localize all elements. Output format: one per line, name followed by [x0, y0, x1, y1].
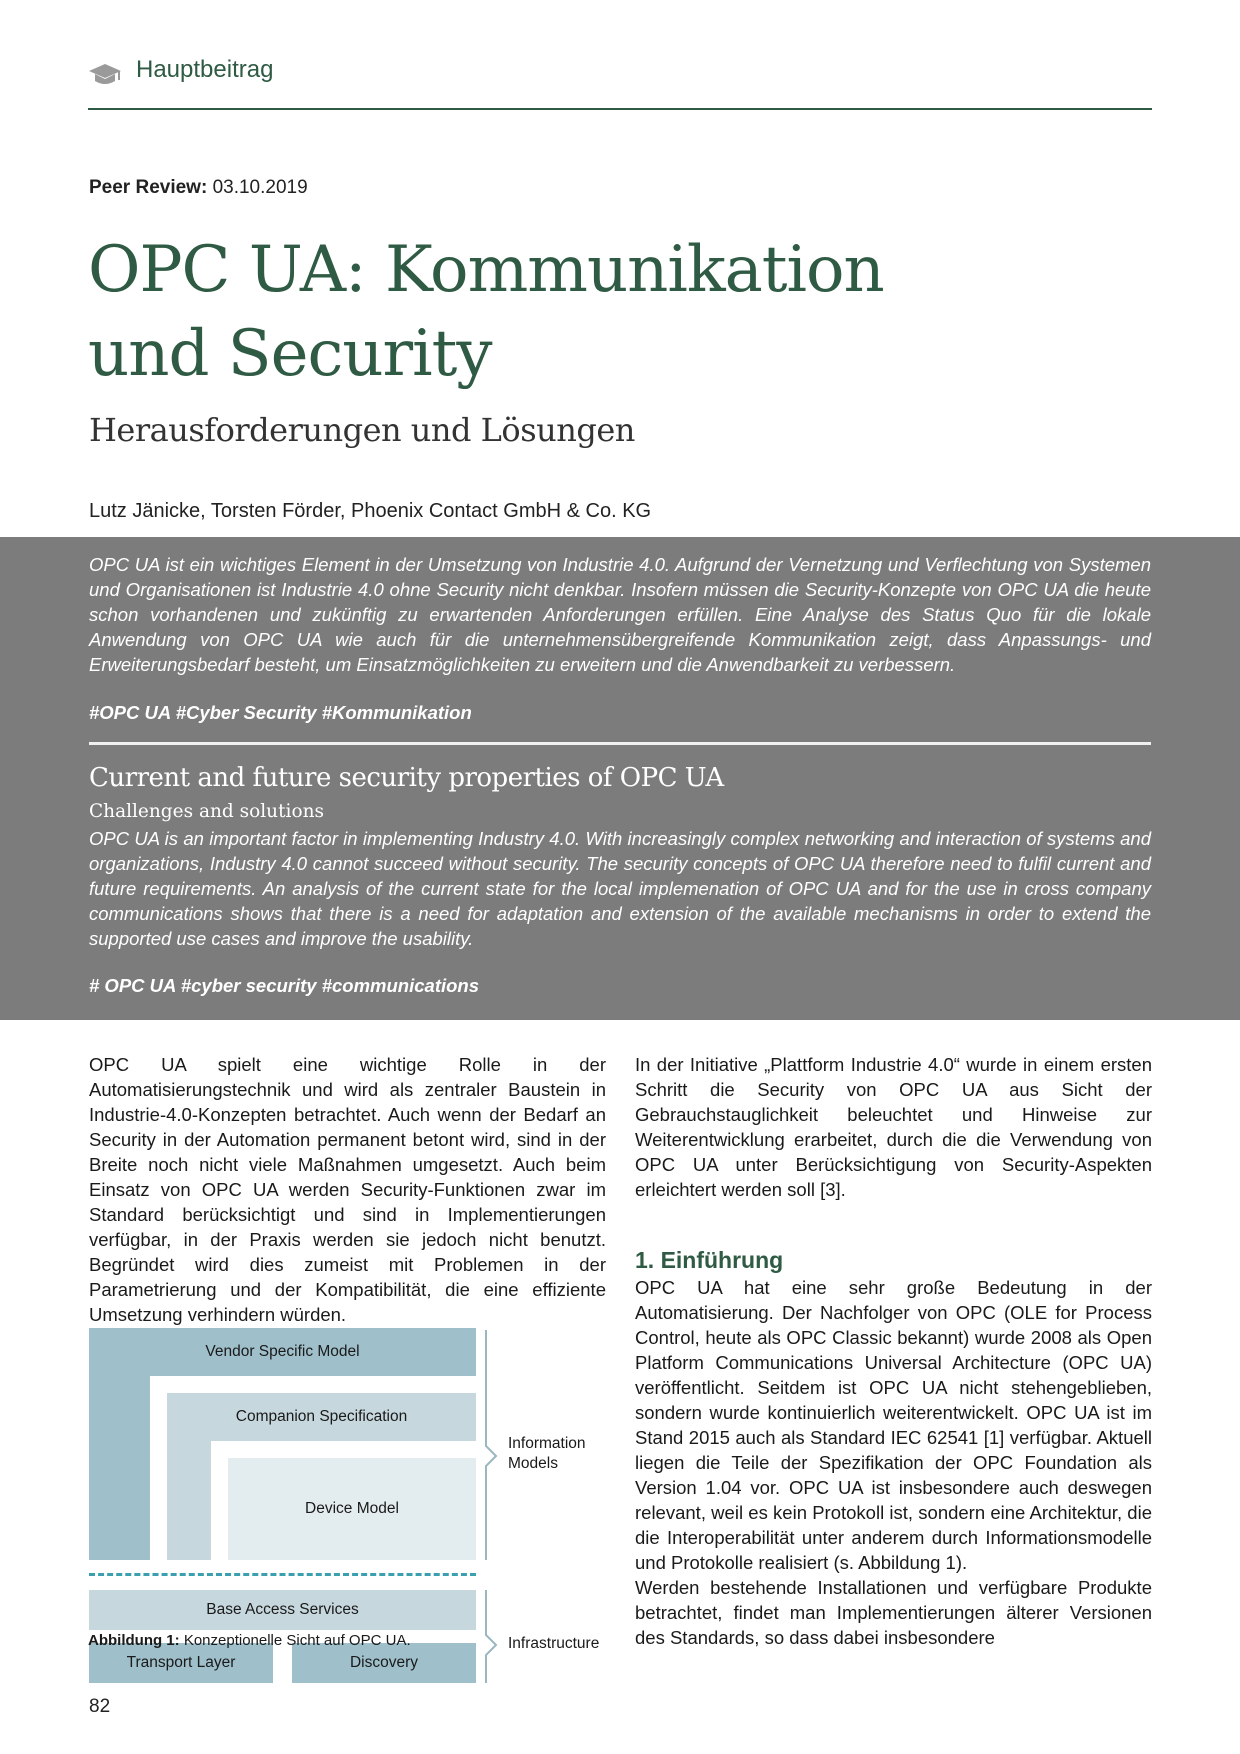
base-access-services-box	[89, 1590, 476, 1630]
abstract-en-subtitle: Challenges and solutions	[89, 801, 324, 822]
body-right-column	[635, 1275, 1152, 1650]
vendor-specific-model-box	[89, 1328, 476, 1376]
authors: Lutz Jänicke, Torsten Förder, Phoenix Contact GmbH & Co. KG	[89, 500, 652, 522]
peer-review-label: Peer Review:	[89, 177, 208, 198]
section-label: Hauptbeitrag	[136, 56, 274, 83]
body-paragraph: OPC UA spielt eine wichtige Rolle in der Automatisierungstechnik und wird als zentraler Baustein in Industrie-4.0-Konzepten betrachtet. Auch wenn der Bedarf an Security in der Automation permanent betont wird, sind in der Breite noch nicht viele Maßnahmen umgesetzt. Auch beim Einsatz von OPC UA werden Security-Funktionen zwar im Standard berücksichtigt und sind in Implementierungen verfügbar, in der Praxis werden sie jedoch nicht benutzt. Begründet wird dies zumeist mit Problemen in der Parametrierung und der Kompatibilität, die eine effiziente Umsetzung verhindern würden.	[89, 1054, 606, 1325]
abstract-de-tags: #OPC UA #Cyber Security #Kommunikation	[89, 702, 472, 723]
figure-braces	[484, 1328, 504, 1688]
figure-dashed-separator	[89, 1573, 476, 1576]
page-number: 82	[89, 1696, 111, 1717]
transport-layer-label: Transport Layer	[126, 1654, 236, 1671]
companion-specification-box	[167, 1393, 476, 1441]
base-access-services-label: Base Access Services	[206, 1601, 359, 1618]
section-heading-einfuehrung: 1. Einführung	[635, 1247, 784, 1273]
abstract-divider	[89, 742, 1151, 745]
body-left-column	[89, 1052, 606, 1327]
information-models-label: Information Models	[508, 1435, 586, 1472]
article-title	[88, 228, 988, 396]
abstract-en-text: OPC UA is an important factor in implementing Industry 4.0. With increasingly complex networking and interaction of systems and organizations, Industry 4.0 cannot succeed without security. The security concepts of OPC UA therefore need to fulfil current and future requirements. An analysis of the current state for the local implemenation of OPC UA and for the use in cross company communications shows that there is a need for adaptation and extension of the available mechanisms in order to extend the supported use cases and improve the usability.	[89, 828, 1151, 949]
abstract-box	[0, 537, 1240, 1020]
title-line-1: OPC UA: Kommunikation	[88, 233, 884, 307]
transport-layer-box	[89, 1643, 273, 1683]
device-model-box	[228, 1458, 476, 1560]
peer-review-line	[89, 177, 308, 199]
discovery-label: Discovery	[349, 1654, 419, 1671]
article-subtitle: Herausforderungen und Lösungen	[89, 411, 635, 449]
figure-caption-label: Abbildung 1:	[88, 1632, 180, 1649]
abstract-en-tags: # OPC UA #cyber security #communications	[89, 975, 480, 996]
abstract-de-text: OPC UA ist ein wichtiges Element in der Umsetzung von Industrie 4.0. Aufgrund der Vernetzung und Verflechtung von Systemen und Organisationen ist Industrie 4.0 ohne Security nicht denkbar. Insofern müssen die Security-Konzepte von OPC UA die heute schon vorhandenen und zukünftig zu erwartenden Anforderungen erfüllen. Eine Analyse des Status Quo für die lokale Anwendung von OPC UA wie auch für die unternehmensübergreifende Kommunikation zeigt, dass Anpassungs- und Erweiterungsbedarf besteht, um Einsatzmöglichkeiten zu erweitern und die Anwendbarkeit zu verbessern.	[89, 554, 1151, 675]
body-paragraph: OPC UA hat eine sehr große Bedeutung in der Automatisierung. Der Nachfolger von OPC (OLE for Process Control, heute als OPC Classic bekannt) wurde 2008 als Open Platform Communications Universal Architecture (OPC UA) veröffentlicht. Seitdem ist OPC UA nicht stehengeblieben, sondern wurde kontinuierlich weiterentwickelt. OPC UA ist im Stand 2015 auch als Standard IEC 62541 [1] verfügbar. Aktuell liegen die Teile der Spezifikation der OPC Foundation als Version 1.04 vor. OPC UA ist insbesondere auch deswegen relevant, weil es kein Protokoll ist, sondern eine Architektur, die die Interoperabilität unter anderem durch Informationsmodelle und Protokolle realisiert (s. Abbildung 1).	[635, 1277, 1152, 1573]
body-paragraph: Werden bestehende Installationen und verfügbare Produkte betrachtet, findet man Implementierungen älterer Versionen des Standards, so dass dabei insbesondere	[635, 1577, 1152, 1648]
vendor-specific-model-side	[89, 1376, 150, 1560]
vendor-specific-model-label: Vendor Specific Model	[205, 1343, 360, 1360]
figure-caption	[88, 1632, 411, 1649]
section-header	[88, 52, 1152, 110]
title-line-2: und Security	[88, 317, 492, 391]
body-paragraph: In der Initiative „Plattform Industrie 4.0“ wurde in einem ersten Schritt die Security von OPC UA aus Sicht der Gebrauchstauglichkeit beleuchtet und Hinweise zur Weiterentwicklung erarbeitet, durch die die Verwendung von OPC UA unter Berücksichtigung von Security-Aspekten erleichtert werden soll [3].	[635, 1054, 1152, 1200]
body-right-column-intro	[635, 1052, 1152, 1202]
peer-review-date: 03.10.2019	[212, 177, 308, 198]
companion-specification-label: Companion Specification	[235, 1408, 408, 1425]
device-model-label: Device Model	[305, 1500, 399, 1517]
infrastructure-label: Infrastructure	[508, 1635, 600, 1652]
discovery-box	[292, 1643, 476, 1683]
graduation-cap-icon	[88, 62, 122, 86]
figure-caption-text: Konzeptionelle Sicht auf OPC UA.	[179, 1632, 411, 1649]
abstract-en-title: Current and future security properties of OPC UA	[89, 763, 724, 793]
companion-specification-side	[167, 1441, 211, 1560]
